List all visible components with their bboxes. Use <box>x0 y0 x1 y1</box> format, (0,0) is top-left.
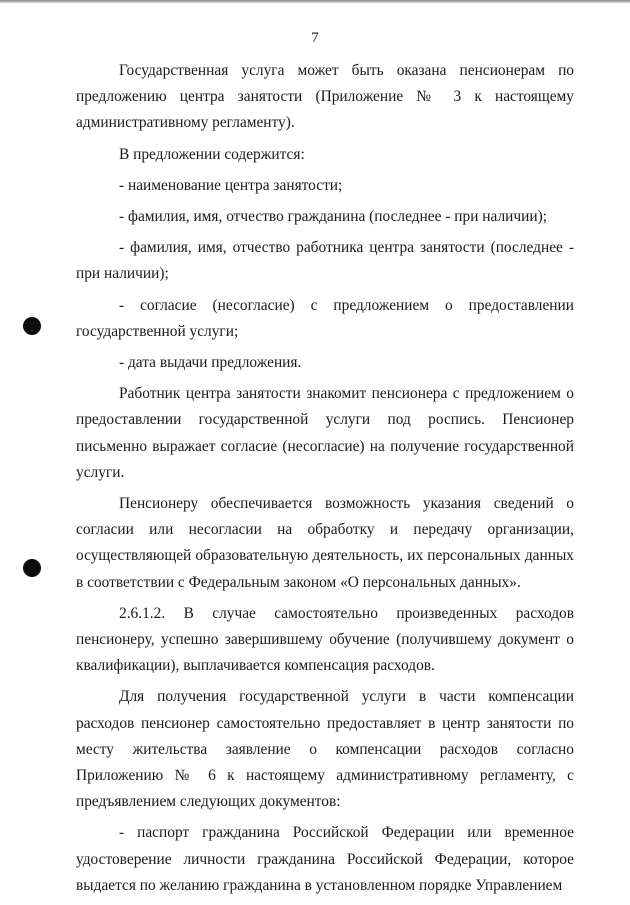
paragraph: Государственная услуга может быть оказана пенсионерам по предложению центра занятости (Приложение № 3 к настоящему административному регламенту). <box>76 62 574 132</box>
paragraph: В предложении содержится: <box>119 145 305 163</box>
paragraph: Для получения государственной услуги в части компенсации расходов пенсионер самостоятельно предоставляет в центр занятости по месту жительства заявление о компенсации расходов согласно Приложению № 6 к настоящему административному регламенту, с предъявлением следующих документов: <box>76 688 574 811</box>
list-item: - фамилия, имя, отчество работника центра занятости (последнее - при наличии); <box>76 239 574 283</box>
page-top-edge <box>0 0 630 3</box>
punch-hole-mark <box>23 559 41 577</box>
page-number: 7 <box>311 30 319 46</box>
paragraph: 2.6.1.2. В случае самостоятельно произведенных расходов пенсионеру, успешно завершившему обучение (получившему документ о квалификации), выплачивается компенсация расходов. <box>76 604 574 675</box>
paragraph: Работник центра занятости знакомит пенсионера с предложением о предоставлении государственной услуги под роспись. Пенсионер письменно выражает согласие (несогласие) на получение государственной услуги. <box>76 385 574 481</box>
punch-hole-mark <box>23 317 41 335</box>
paragraph: Пенсионеру обеспечивается возможность указания сведений о согласии или несогласии на обработку и передачу организации, осуществляющей образовательную деятельность, их персональных данных в соответствии с Федеральным законом «О персональных данных». <box>76 495 574 591</box>
list-item: - согласие (несогласие) с предложением о предоставлении государственной услуги; <box>76 296 574 340</box>
list-item: - паспорт гражданина Российской Федерации или временное удостоверение личности гражданина Российской Федерации, которое выдается по желанию гражданина в установленном порядке Управлением <box>76 824 574 894</box>
document-body <box>76 58 574 899</box>
list-item: - наименование центра занятости; <box>119 176 343 194</box>
list-item: - дата выдачи предложения. <box>119 354 302 372</box>
list-item: - фамилия, имя, отчество гражданина (последнее - при наличии); <box>119 208 548 226</box>
